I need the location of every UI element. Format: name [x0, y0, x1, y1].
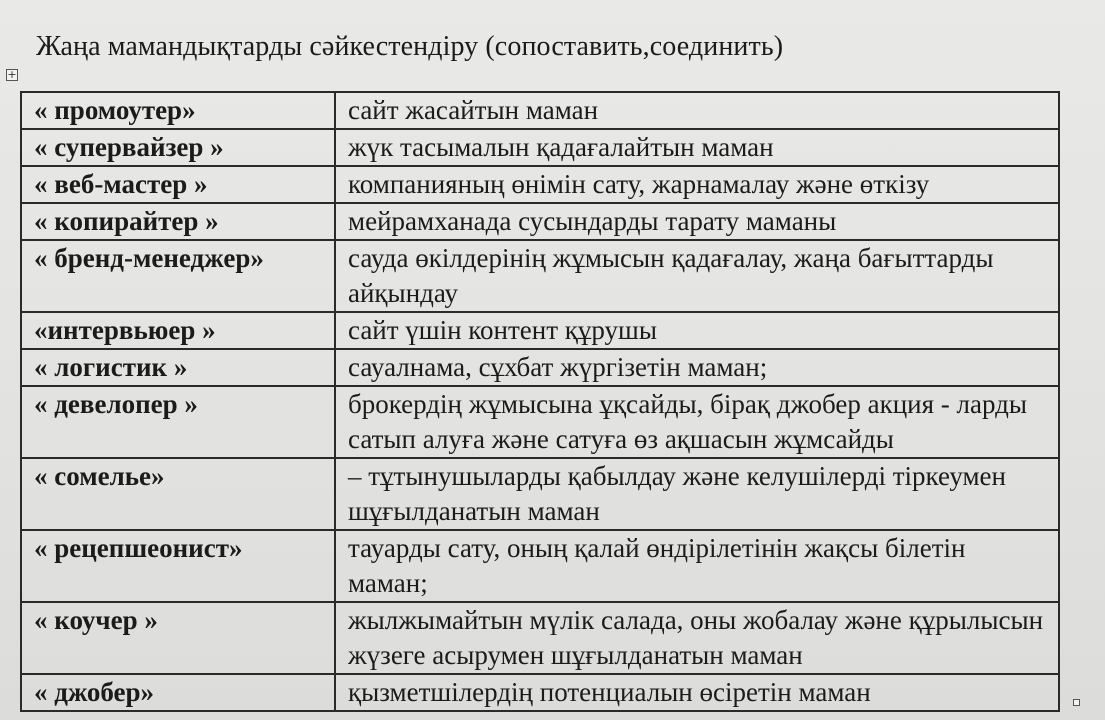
table-row: [21, 240, 1059, 312]
table-row: [21, 349, 1059, 386]
profession-term[interactable]: « коучер »: [21, 602, 335, 674]
table-row: [21, 129, 1059, 166]
table-row: [21, 458, 1059, 530]
profession-description[interactable]: қызметшілердің потенциалын өсіретін маман: [335, 674, 1059, 711]
profession-term[interactable]: « логистик »: [21, 349, 335, 386]
table-row: [21, 166, 1059, 203]
profession-description[interactable]: компанияның өнімін сату, жарнамалау және өткізу: [335, 166, 1059, 203]
table-row: [21, 602, 1059, 674]
profession-term[interactable]: « веб-мастер »: [21, 166, 335, 203]
profession-description[interactable]: – тұтынушыларды қабылдау және келушілерді тіркеумен шұғылданатын маман: [335, 458, 1059, 530]
profession-term[interactable]: « сомелье»: [21, 458, 335, 530]
profession-term[interactable]: « девелопер »: [21, 386, 335, 458]
profession-description[interactable]: мейрамханада сусындарды тарату маманы: [335, 203, 1059, 240]
profession-description[interactable]: жылжымайтын мүлік салада, оны жобалау және құрылысын жүзеге асырумен шұғылданатын маман: [335, 602, 1059, 674]
profession-term[interactable]: « джобер»: [21, 674, 335, 711]
table-move-handle-icon[interactable]: +: [7, 68, 17, 81]
profession-term[interactable]: «интервьюер »: [21, 312, 335, 349]
table-row: [21, 203, 1059, 240]
profession-term[interactable]: « копирайтер »: [21, 203, 335, 240]
profession-description[interactable]: жүк тасымалын қадағалайтын маман: [335, 129, 1059, 166]
profession-term[interactable]: « супервайзер »: [21, 129, 335, 166]
profession-description[interactable]: сауалнама, сұхбат жүргізетін маман;: [335, 349, 1059, 386]
profession-description[interactable]: сауда өкілдерінің жұмысын қадағалау, жаңа бағыттарды айқындау: [335, 240, 1059, 312]
profession-term[interactable]: « рецепшеонист»: [21, 530, 335, 602]
profession-term[interactable]: « промоутер»: [21, 92, 335, 129]
profession-description[interactable]: брокердің жұмысына ұқсайды, бірақ джобер акция - ларды сатып алуға және сатуға өз ақшасын жұмсайды: [335, 386, 1059, 458]
profession-description[interactable]: сайт жасайтын маман: [335, 92, 1059, 129]
table-row: [21, 674, 1059, 711]
table-row: [21, 92, 1059, 129]
matching-table: [20, 91, 1060, 712]
table-resize-handle-icon[interactable]: [1073, 699, 1080, 706]
page-title: Жаңа мамандықтарды сәйкестендіру (сопоставить,соединить): [36, 31, 784, 62]
table-row: [21, 312, 1059, 349]
profession-description[interactable]: сайт үшін контент құрушы: [335, 312, 1059, 349]
profession-term[interactable]: « бренд-менеджер»: [21, 240, 335, 312]
table-row: [21, 530, 1059, 602]
table-row: [21, 386, 1059, 458]
profession-description[interactable]: тауарды сату, оның қалай өндірілетінін жақсы білетін маман;: [335, 530, 1059, 602]
